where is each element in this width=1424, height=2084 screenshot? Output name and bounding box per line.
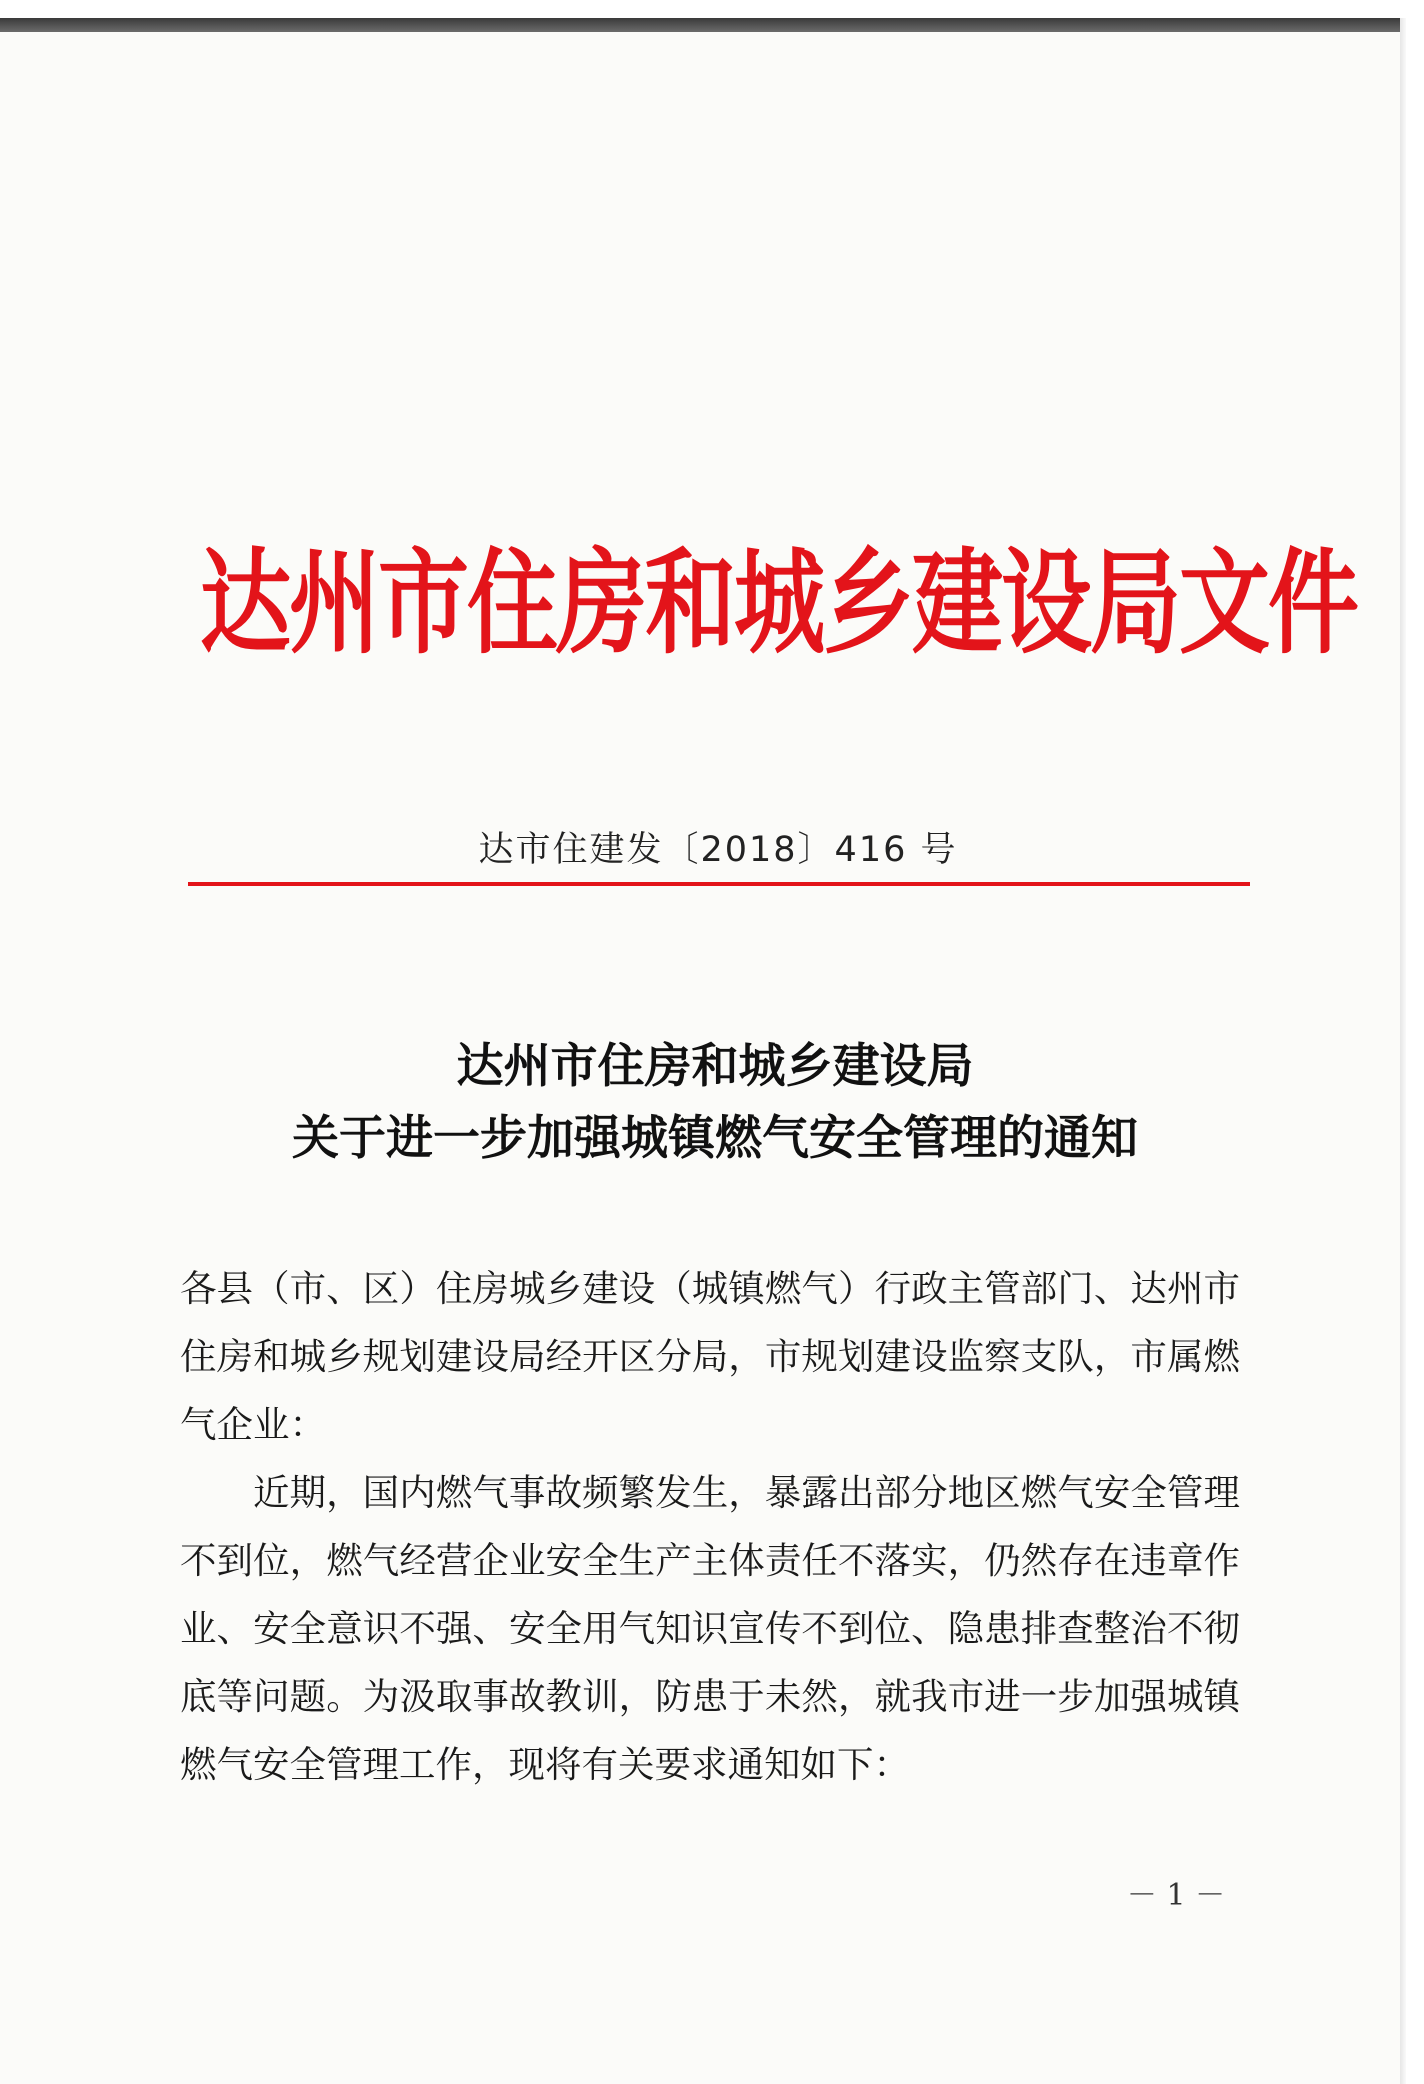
document-title-line-1: 达州市住房和城乡建设局 — [456, 1039, 974, 1094]
scan-edge-top — [0, 18, 1406, 32]
document-body — [180, 1255, 1240, 1799]
addressee-paragraph: 各县（市、区）住房城乡建设（城镇燃气）行政主管部门、达州市住房和城乡规划建设局经开区分局，市规划建设监察支队，市属燃气企业： — [180, 1267, 1240, 1446]
body-paragraph: 近期，国内燃气事故频繁发生，暴露出部分地区燃气安全管理不到位，燃气经营企业安全生产主体责任不落实，仍然存在违章作业、安全意识不强、安全用气知识宣传不到位、隐患排查整治不彻底等问题。为汲取事故教训，防患于未然，就我市进一步加强城镇燃气安全管理工作，现将有关要求通知如下： — [180, 1471, 1240, 1786]
page-number: － 1 － — [1126, 1878, 1226, 1913]
document-masthead: 达州市住房和城乡建设局文件 — [200, 538, 1358, 670]
masthead-divider-rule — [188, 882, 1250, 886]
scan-edge-right — [1400, 18, 1406, 2084]
document-title-line-2: 关于进一步加强城镇燃气安全管理的通知 — [292, 1111, 1138, 1166]
document-number: 达市住建发〔2018〕416 号 — [478, 830, 958, 870]
